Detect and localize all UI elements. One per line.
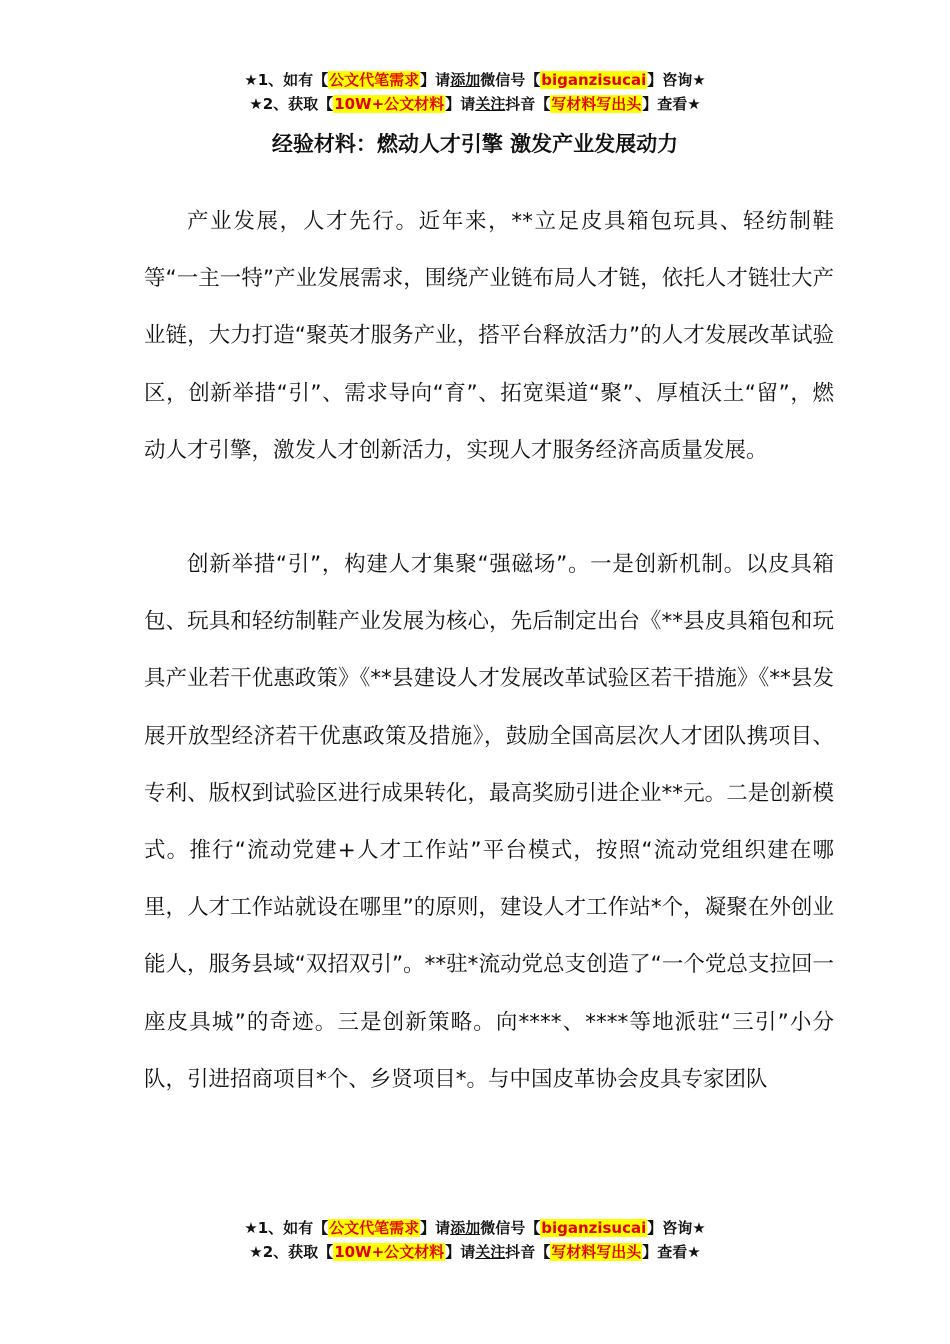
banner-highlight: 写材料写出头 [551,1243,642,1261]
banner-highlight: biganzisucai [541,71,647,89]
banner-highlight: 公文代笔需求 [329,1219,420,1237]
document-title: 经验材料：燃动人才引擎 激发产业发展动力 [271,132,679,156]
banner-line-2 [0,92,950,116]
banner-highlight: 公文代笔需求 [329,71,420,89]
banner-text: 】查看★ [642,95,701,113]
banner-text: 】咨询★ [647,71,706,89]
banner-underline: 关注 [475,1243,506,1261]
banner-highlight: 10W+公文材料 [334,95,445,113]
banner-text: 抖音【 [505,1243,551,1261]
banner-highlight: 写材料写出头 [551,95,642,113]
paragraph-intro: 产业发展，人才先行。近年来，**立足皮具箱包玩具、轻纺制鞋等“一主一特”产业发展需求，围绕产业链布局人才链，依托人才链壮大产业链，大力打造“聚英才服务产业，搭平台释放活力”的人才发展改革试验区，创新举措“引”、需求导向“育”、拓宽渠道“聚”、厚植沃土“留”，燃动人才引擎，激发人才创新活力，实现人才服务经济高质量发展。 [144,209,834,463]
document-body-lower [144,536,834,1108]
banner-underline: 添加 [450,1219,481,1237]
header-banner [0,68,950,116]
banner-text: 】请 [445,1243,476,1261]
banner-text: ★2、获取【 [249,1243,334,1261]
banner-line-1 [0,68,950,92]
banner-text: 】咨询★ [647,1219,706,1237]
banner-underline: 添加 [450,71,481,89]
banner-text: ★1、如有【 [244,71,329,89]
banner-line-1 [0,1216,950,1240]
banner-text: 】请 [420,71,451,89]
banner-text: 】查看★ [642,1243,701,1261]
paragraph-innovation: 创新举措“引”，构建人才集聚“强磁场”。一是创新机制。以皮具箱包、玩具和轻纺制鞋产业发展为核心，先后制定出台《**县皮具箱包和玩具产业若干优惠政策》《**县建设人才发展改革试验区若干措施》《**县发展开放型经济若干优惠政策及措施》，鼓励全国高层次人才团队携项目、专利、版权到试验区进行成果转化，最高奖励引进企业**元。二是创新模式。推行“流动党建+人才工作站”平台模式，按照“流动党组织建在哪里，人才工作站就设在哪里”的原则，建设人才工作站*个，凝聚在外创业能人，服务县域“双招双引”。**驻*流动党总支创造了“一个党总支拉回一座皮具城”的奇迹。三是创新策略。向****、****等地派驻“三引”小分队，引进招商项目*个、乡贤项目*。与中国皮革协会皮具专家团队 [144,552,834,1092]
banner-text: 抖音【 [505,95,551,113]
banner-text: ★1、如有【 [244,1219,329,1237]
banner-text: 微信号【 [480,71,541,89]
banner-highlight: 10W+公文材料 [334,1243,445,1261]
banner-text: 微信号【 [480,1219,541,1237]
banner-highlight: biganzisucai [541,1219,647,1237]
footer-banner [0,1216,950,1264]
banner-underline: 关注 [475,95,506,113]
banner-text: ★2、获取【 [249,95,334,113]
banner-text: 】请 [445,95,476,113]
banner-line-2 [0,1240,950,1264]
banner-text: 】请 [420,1219,451,1237]
document-body-upper [144,193,834,479]
